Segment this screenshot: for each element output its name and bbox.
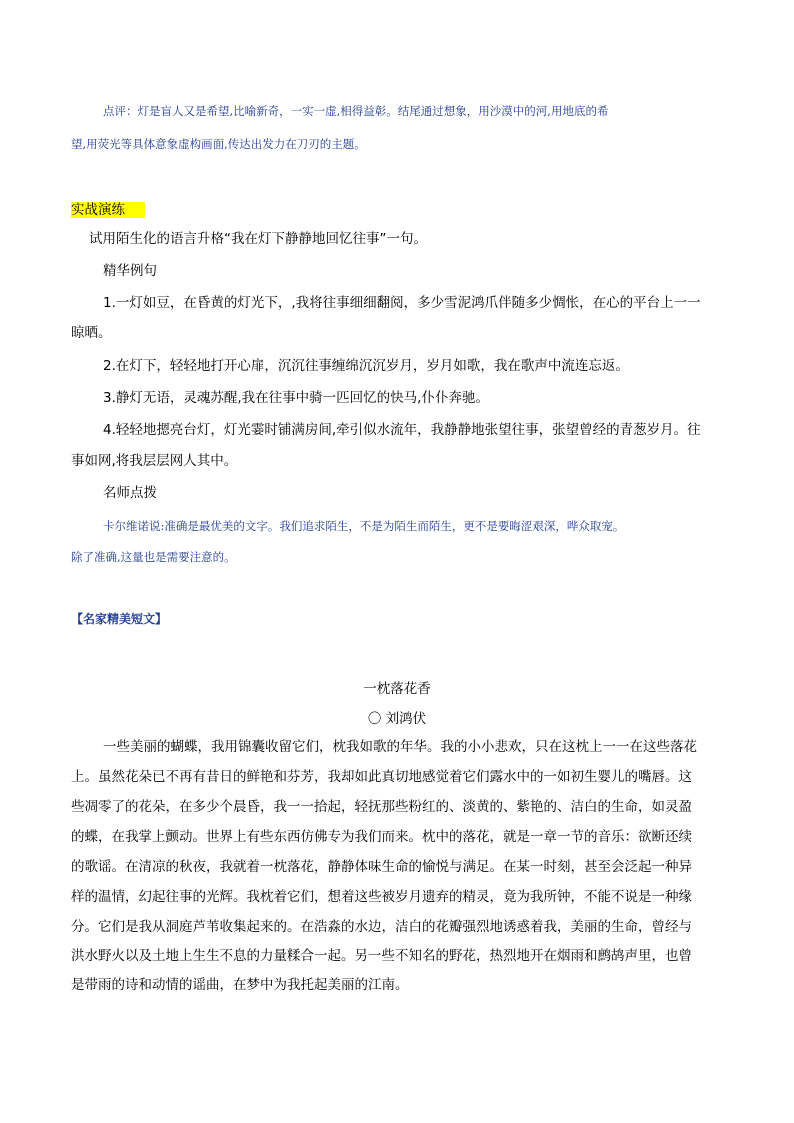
comment-line-1: 点评：灯是盲人又是希望,比喻新奇，一实一虚,相得益彰。结尾通过想象，用沙漠中的河,用地底的希 [103, 104, 609, 118]
example-2-line-1: 2.在灯下，轻轻地打开心扉，沉沉往事缠绵沉沉岁月，岁月如歌，我在歌声中流连忘返。 [103, 358, 629, 374]
essay-line-7: 分。它们是我从洞庭芦苇收集起来的。在浩淼的水边，洁白的花瓣强烈地诱惑着我，美丽的生命，曾经与 [71, 919, 692, 935]
example-4-line-1: 4.轻轻地摁亮台灯，灯光霎时铺满房间,牵引似水流年，我静静地张望往事，张望曾经的青葱岁月。往 [103, 422, 701, 438]
essay-line-4: 的蝶，在我掌上颤动。世界上有些东西仿佛专为我们而来。枕中的落花，就是一章一节的音乐：欲断还续 [71, 829, 692, 845]
example-4-line-2: 事如网,将我层层网人其中。 [71, 453, 238, 469]
example-1-line-2: 晾晒。 [71, 325, 112, 341]
practice-heading-wrap [71, 199, 145, 219]
essay-line-2: 上。虽然花朵已不再有昔日的鲜艳和芬芳，我却如此真切地感觉着它们露水中的一如初生婴儿的嘴唇。这 [71, 769, 692, 785]
example-3-line-1: 3.静灯无语，灵魂苏醒,我在往事中骑一匹回忆的快马,仆仆奔驰。 [103, 390, 489, 406]
essay-line-6: 样的温情，幻起往事的光辉。我枕着它们，想着这些被岁月遗弃的精灵，竟为我所钟，不能不说是一种缘 [71, 889, 692, 905]
teacher-line-1: 卡尔维诺说:准确是最优美的文字。我们追求陌生，不是为陌生而陌生，更不是要晦涩艰深，哗众取宠。 [103, 519, 625, 533]
essay-section-heading: 【名家精美短文】 [71, 612, 168, 626]
essay-line-9: 是带雨的诗和动情的谣曲，在梦中为我托起美丽的江南。 [71, 977, 409, 993]
practice-heading: 实战演练 [71, 202, 145, 218]
essay-line-5: 的歌谣。在清凉的秋夜，我就着一枕落花，静静体味生命的愉悦与满足。在某一时刻，甚至会泛起一种异 [71, 859, 692, 875]
essay-line-3: 些凋零了的花朵，在多少个晨昏，我一一拾起，轻抚那些粉红的、淡黄的、紫艳的、洁白的生命，如灵盈 [71, 799, 692, 815]
teacher-heading: 名师点拨 [103, 485, 157, 501]
examples-heading: 精华例句 [103, 263, 157, 279]
comment-line-2: 望,用荧光等具体意象虚构画面,传达出发力在刀刃的主题。 [71, 137, 366, 151]
essay-author: 〇 刘鸿伏 [367, 711, 427, 727]
teacher-line-2: 除了准确,这量也是需要注意的。 [71, 550, 236, 564]
essay-line-8: 洪水野火以及土地上生生不息的力量糅合一起。另一些不知名的野花，热烈地开在烟雨和鹧鸪声里，也曾 [71, 948, 692, 964]
example-1-line-1: 1.一灯如豆，在昏黄的灯光下，,我将往事细细翻阅，多少雪泥鸿爪伴随多少惆怅，在心的平台上一一 [103, 295, 701, 311]
practice-prompt: 试用陌生化的语言升格“我在灯下静静地回忆往事”一句。 [89, 231, 427, 247]
essay-title: 一枕落花香 [363, 681, 431, 697]
essay-line-1: 一些美丽的蝴蝶，我用锦囊收留它们，枕我如歌的年华。我的小小悲欢，只在这枕上一一在这些落花 [103, 739, 697, 755]
